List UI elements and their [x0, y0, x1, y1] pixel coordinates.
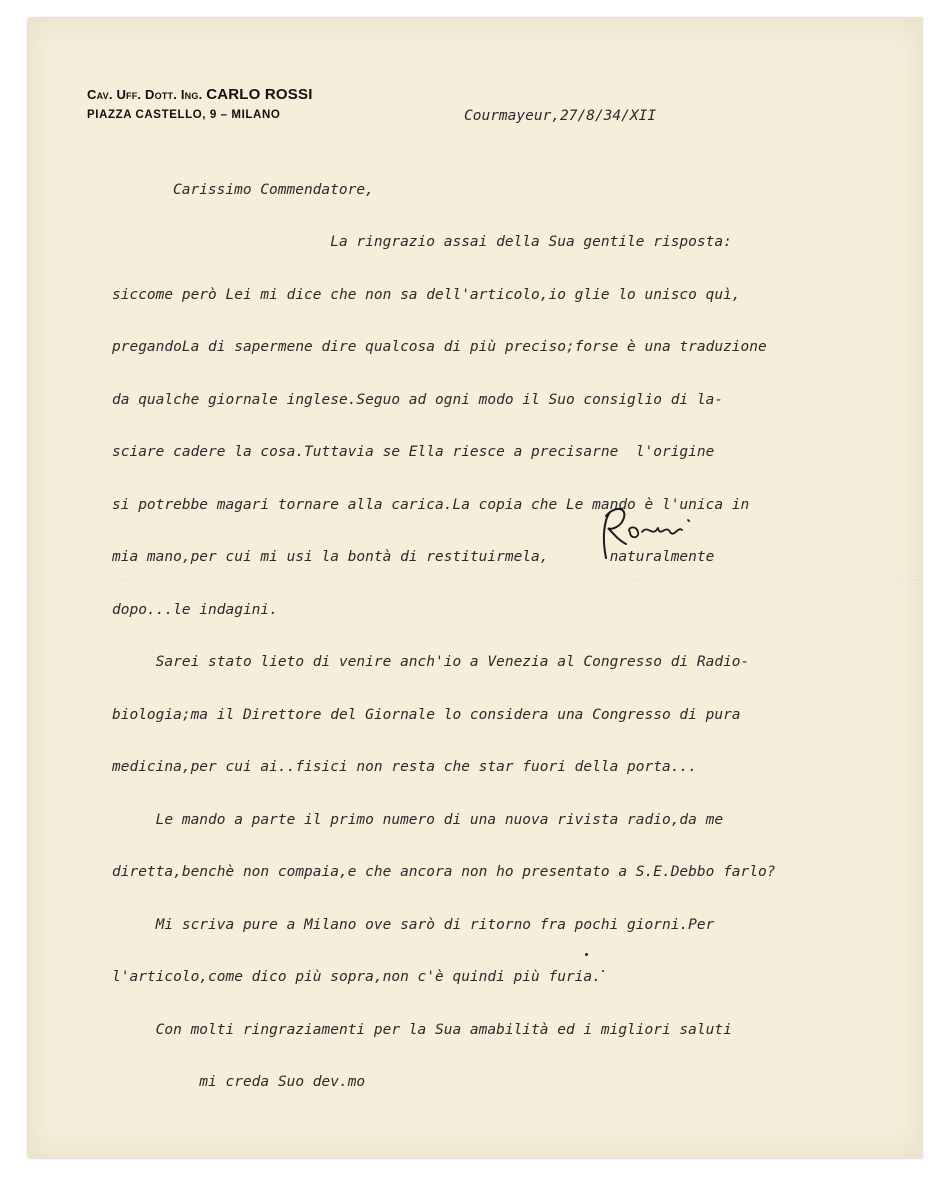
letter-date: Courmayeur,27/8/34/XII [464, 108, 657, 124]
letterhead-address: PIAZZA CASTELLO, 9 – MILANO [87, 109, 281, 121]
body-line: pregandoLa di sapermene dire qualcosa di più preciso;forse è una traduzione [112, 339, 767, 355]
letterhead [87, 86, 313, 121]
body-line: Le mando a parte il primo numero di una nuova rivista radio,da me [112, 811, 724, 828]
letter-salutation: Carissimo Commendatore, [173, 182, 374, 198]
body-line: dopo...le indagini. [112, 601, 278, 618]
body-line: Con molti ringraziamenti per la Sua amabilità ed i migliori saluti [112, 1021, 732, 1038]
body-line: medicina,per cui ai..fisici non resta che star fuori della porta... [112, 759, 697, 775]
letterhead-name-line [87, 86, 313, 103]
body-line: sciare cadere la cosa.Tuttavia se Ella riesce a precisarne l'origine [112, 444, 715, 460]
body-line: diretta,benchè non compaia,e che ancora non ho presentato a S.E.Debbo farlo? [112, 864, 776, 880]
handwritten-signature [596, 498, 706, 564]
body-line: l'articolo,come dico più sopra,non c'è quindi più furia. [112, 969, 601, 985]
body-line: Mi scriva pure a Milano ove sarò di ritorno fra pochi giorni.Per [112, 916, 715, 933]
letter-body [112, 199, 902, 1127]
body-line: biologia;ma il Direttore del Giornale lo considera una Congresso di pura [112, 706, 741, 723]
body-line: da qualche giornale inglese.Seguo ad ogni modo il Suo consiglio di la- [112, 391, 724, 408]
body-line: Sarei stato lieto di venire anch'io a Venezia al Congresso di Radio- [112, 654, 750, 670]
letterhead-title: Cav. Uff. Dott. Ing. [87, 87, 203, 102]
body-line: mia mano,per cui mi usi la bontà di restituirmela, naturalmente [112, 549, 715, 565]
body-line: mi creda Suo dev.mo [112, 1074, 366, 1090]
body-line: siccome però Lei mi dice che non sa dell'articolo,io glie lo unisco quì, [112, 286, 741, 303]
body-line: si potrebbe magari tornare alla carica.La copia che Le mando è l'unica in [112, 496, 750, 513]
letterhead-name: CARLO ROSSI [206, 86, 313, 103]
paper-speck [602, 970, 604, 972]
body-line: La ringrazio assai della Sua gentile risposta: [112, 234, 732, 250]
paper-speck [585, 953, 588, 956]
